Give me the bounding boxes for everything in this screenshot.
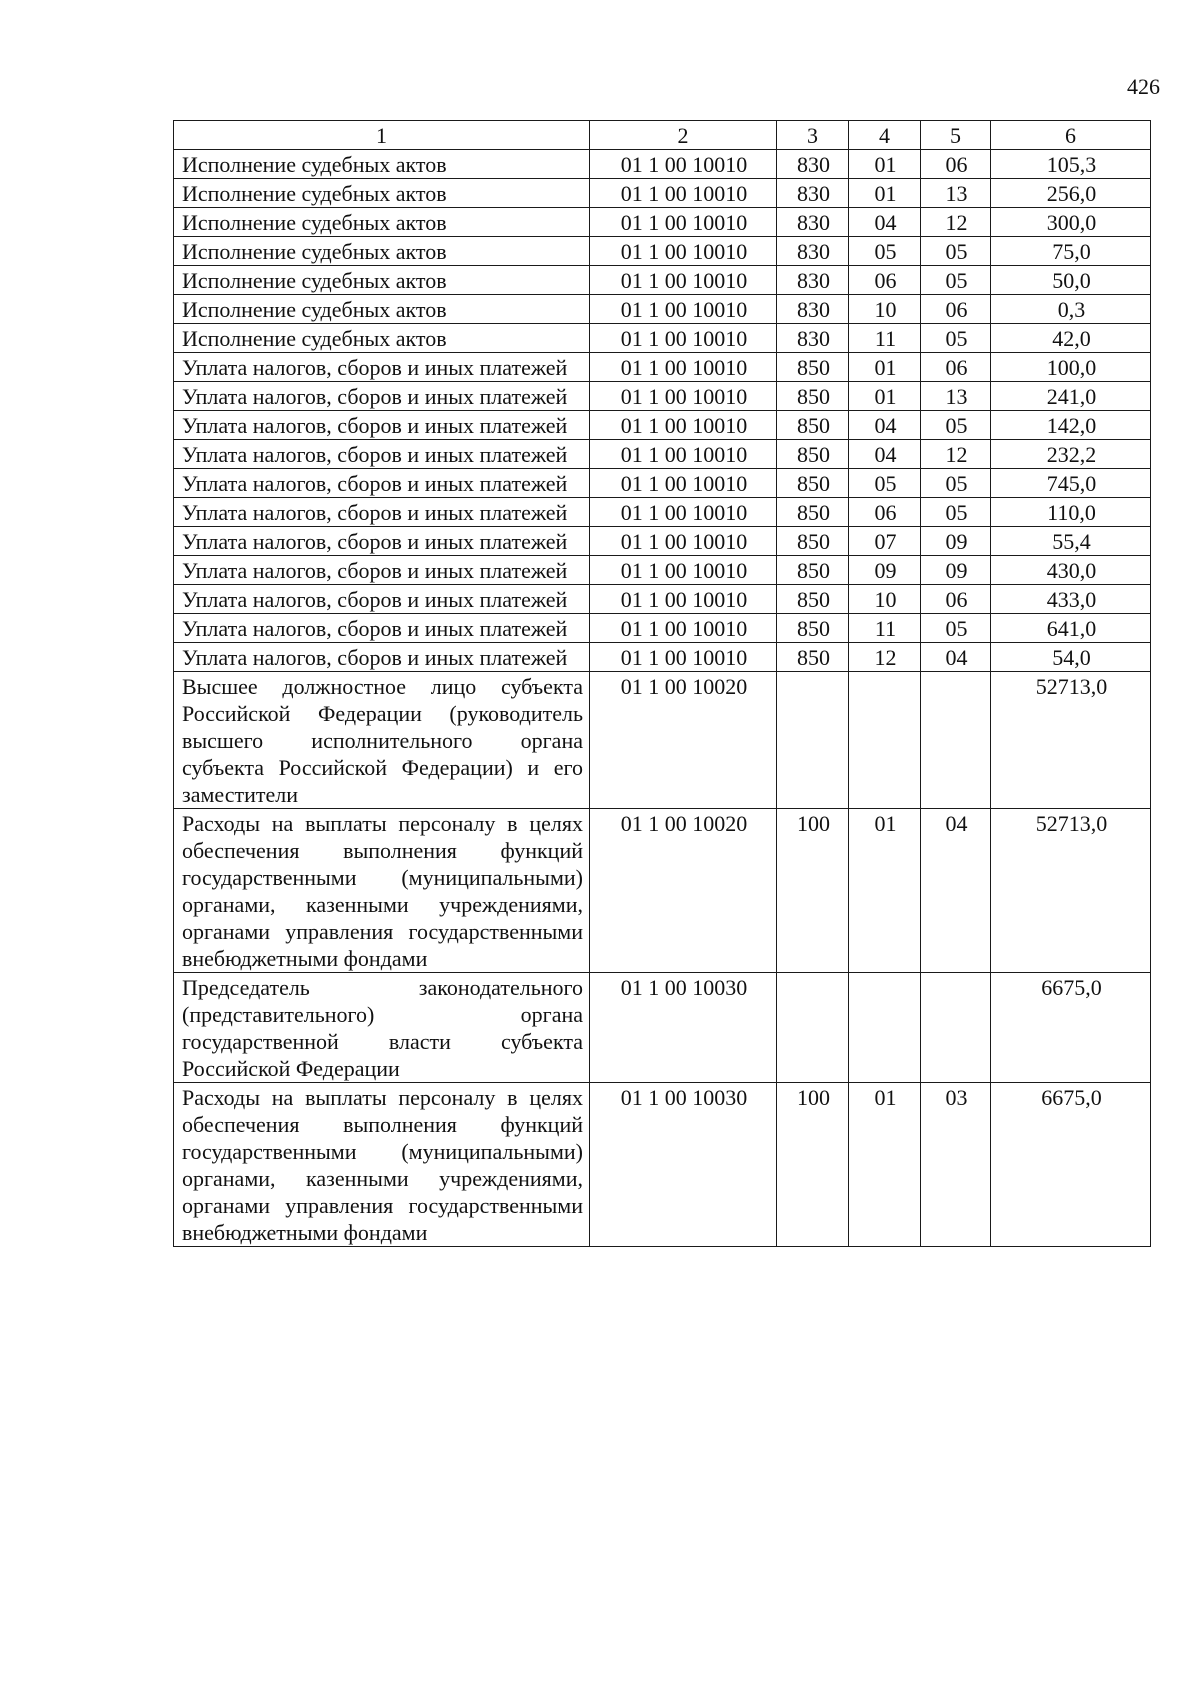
row-name-cell: Уплата налогов, сборов и иных платежей <box>174 353 590 382</box>
row-col3-cell: 850 <box>777 498 849 527</box>
row-code-cell: 01 1 00 10020 <box>590 809 777 973</box>
row-name-cell: Уплата налогов, сборов и иных платежей <box>174 585 590 614</box>
row-col3-cell: 850 <box>777 382 849 411</box>
table-row <box>174 324 1151 353</box>
table-row <box>174 1083 1151 1247</box>
row-col5-cell: 05 <box>921 469 991 498</box>
row-col5-cell: 12 <box>921 208 991 237</box>
row-col5-cell: 05 <box>921 266 991 295</box>
table-row <box>174 643 1151 672</box>
table-body <box>174 150 1151 1247</box>
row-amount-cell: 75,0 <box>991 237 1151 266</box>
row-col4-cell: 01 <box>849 1083 921 1247</box>
row-col3-cell: 100 <box>777 1083 849 1247</box>
budget-table <box>173 120 1151 1247</box>
row-code-cell: 01 1 00 10010 <box>590 295 777 324</box>
row-col5-cell: 03 <box>921 1083 991 1247</box>
table-row <box>174 672 1151 809</box>
row-code-cell: 01 1 00 10010 <box>590 585 777 614</box>
row-col4-cell: 09 <box>849 556 921 585</box>
row-col4-cell: 01 <box>849 382 921 411</box>
row-code-cell: 01 1 00 10010 <box>590 324 777 353</box>
row-name-cell: Уплата налогов, сборов и иных платежей <box>174 614 590 643</box>
row-col5-cell: 05 <box>921 411 991 440</box>
row-col4-cell: 04 <box>849 411 921 440</box>
row-amount-cell: 433,0 <box>991 585 1151 614</box>
row-col4-cell: 05 <box>849 237 921 266</box>
row-col3-cell <box>777 672 849 809</box>
table-row <box>174 614 1151 643</box>
row-col4-cell: 10 <box>849 295 921 324</box>
row-col4-cell: 11 <box>849 614 921 643</box>
row-col3-cell: 830 <box>777 324 849 353</box>
row-col4-cell: 04 <box>849 208 921 237</box>
row-name-cell: Высшее должностное лицо субъекта Российской Федерации (руководитель высшего исполнительного органа субъекта Российской Федерации) и его заместители <box>174 672 590 809</box>
row-code-cell: 01 1 00 10020 <box>590 672 777 809</box>
row-code-cell: 01 1 00 10010 <box>590 469 777 498</box>
header-col-3: 3 <box>777 121 849 150</box>
row-amount-cell: 55,4 <box>991 527 1151 556</box>
row-code-cell: 01 1 00 10010 <box>590 498 777 527</box>
row-amount-cell: 232,2 <box>991 440 1151 469</box>
row-col5-cell: 06 <box>921 585 991 614</box>
row-name-cell: Исполнение судебных актов <box>174 324 590 353</box>
row-name-cell: Уплата налогов, сборов и иных платежей <box>174 498 590 527</box>
table-row <box>174 208 1151 237</box>
row-amount-cell: 0,3 <box>991 295 1151 324</box>
row-amount-cell: 142,0 <box>991 411 1151 440</box>
row-name-cell: Председатель законодательного (представительного) органа государственной власти субъекта Российской Федерации <box>174 973 590 1083</box>
row-col4-cell: 11 <box>849 324 921 353</box>
row-amount-cell: 52713,0 <box>991 809 1151 973</box>
row-col5-cell: 09 <box>921 556 991 585</box>
row-col5-cell <box>921 973 991 1083</box>
row-amount-cell: 745,0 <box>991 469 1151 498</box>
row-amount-cell: 6675,0 <box>991 973 1151 1083</box>
row-code-cell: 01 1 00 10010 <box>590 440 777 469</box>
row-name-cell: Расходы на выплаты персоналу в целях обеспечения выполнения функций государственными (муниципальными) органами, казенными учреждениями, органами управления государственными внебюджетными фондами <box>174 1083 590 1247</box>
row-col4-cell: 01 <box>849 179 921 208</box>
row-col3-cell: 830 <box>777 179 849 208</box>
row-code-cell: 01 1 00 10010 <box>590 179 777 208</box>
row-col4-cell: 01 <box>849 353 921 382</box>
row-amount-cell: 430,0 <box>991 556 1151 585</box>
row-col3-cell: 830 <box>777 150 849 179</box>
table-row <box>174 973 1151 1083</box>
header-col-5: 5 <box>921 121 991 150</box>
row-col3-cell: 830 <box>777 237 849 266</box>
row-name-cell: Уплата налогов, сборов и иных платежей <box>174 411 590 440</box>
table-row <box>174 150 1151 179</box>
row-code-cell: 01 1 00 10010 <box>590 556 777 585</box>
row-col4-cell: 12 <box>849 643 921 672</box>
row-amount-cell: 256,0 <box>991 179 1151 208</box>
table-row <box>174 353 1151 382</box>
row-col3-cell: 100 <box>777 809 849 973</box>
row-amount-cell: 6675,0 <box>991 1083 1151 1247</box>
table-row <box>174 266 1151 295</box>
row-col3-cell: 850 <box>777 556 849 585</box>
row-amount-cell: 52713,0 <box>991 672 1151 809</box>
row-col4-cell: 07 <box>849 527 921 556</box>
row-col3-cell: 850 <box>777 440 849 469</box>
row-name-cell: Уплата налогов, сборов и иных платежей <box>174 527 590 556</box>
row-col5-cell: 06 <box>921 150 991 179</box>
row-col4-cell: 06 <box>849 266 921 295</box>
row-code-cell: 01 1 00 10010 <box>590 411 777 440</box>
row-amount-cell: 42,0 <box>991 324 1151 353</box>
row-code-cell: 01 1 00 10010 <box>590 614 777 643</box>
row-col3-cell: 830 <box>777 266 849 295</box>
row-col5-cell: 09 <box>921 527 991 556</box>
row-col5-cell: 05 <box>921 237 991 266</box>
row-col4-cell: 05 <box>849 469 921 498</box>
row-col5-cell: 06 <box>921 295 991 324</box>
row-col3-cell: 850 <box>777 585 849 614</box>
row-col5-cell: 04 <box>921 809 991 973</box>
table-row <box>174 556 1151 585</box>
row-name-cell: Исполнение судебных актов <box>174 150 590 179</box>
row-name-cell: Исполнение судебных актов <box>174 266 590 295</box>
header-col-6: 6 <box>991 121 1151 150</box>
row-name-cell: Исполнение судебных актов <box>174 208 590 237</box>
table-row <box>174 295 1151 324</box>
row-code-cell: 01 1 00 10010 <box>590 237 777 266</box>
row-col3-cell: 850 <box>777 469 849 498</box>
row-col4-cell: 01 <box>849 809 921 973</box>
row-col4-cell: 10 <box>849 585 921 614</box>
row-col3-cell: 850 <box>777 353 849 382</box>
table-row <box>174 469 1151 498</box>
row-col4-cell: 04 <box>849 440 921 469</box>
row-col5-cell: 04 <box>921 643 991 672</box>
row-col5-cell: 12 <box>921 440 991 469</box>
row-amount-cell: 54,0 <box>991 643 1151 672</box>
row-col5-cell: 05 <box>921 614 991 643</box>
header-col-4: 4 <box>849 121 921 150</box>
row-code-cell: 01 1 00 10010 <box>590 266 777 295</box>
table-row <box>174 498 1151 527</box>
row-code-cell: 01 1 00 10010 <box>590 643 777 672</box>
row-col3-cell: 850 <box>777 411 849 440</box>
row-col5-cell: 06 <box>921 353 991 382</box>
table-row <box>174 179 1151 208</box>
row-amount-cell: 100,0 <box>991 353 1151 382</box>
row-code-cell: 01 1 00 10010 <box>590 382 777 411</box>
row-amount-cell: 241,0 <box>991 382 1151 411</box>
row-amount-cell: 110,0 <box>991 498 1151 527</box>
row-code-cell: 01 1 00 10030 <box>590 1083 777 1247</box>
row-name-cell: Исполнение судебных актов <box>174 237 590 266</box>
row-col5-cell: 13 <box>921 179 991 208</box>
row-name-cell: Уплата налогов, сборов и иных платежей <box>174 643 590 672</box>
row-code-cell: 01 1 00 10010 <box>590 208 777 237</box>
row-name-cell: Уплата налогов, сборов и иных платежей <box>174 382 590 411</box>
row-col3-cell: 850 <box>777 614 849 643</box>
header-row <box>174 121 1151 150</box>
row-name-cell: Исполнение судебных актов <box>174 295 590 324</box>
table-row <box>174 237 1151 266</box>
header-col-2: 2 <box>590 121 777 150</box>
page-number: 426 <box>1127 74 1160 99</box>
row-code-cell: 01 1 00 10010 <box>590 527 777 556</box>
row-col3-cell: 830 <box>777 295 849 324</box>
row-col5-cell: 05 <box>921 324 991 353</box>
row-amount-cell: 641,0 <box>991 614 1151 643</box>
table-row <box>174 527 1151 556</box>
header-col-1: 1 <box>174 121 590 150</box>
row-amount-cell: 50,0 <box>991 266 1151 295</box>
table-row <box>174 585 1151 614</box>
row-col4-cell <box>849 672 921 809</box>
row-col3-cell: 850 <box>777 527 849 556</box>
row-amount-cell: 105,3 <box>991 150 1151 179</box>
row-name-cell: Уплата налогов, сборов и иных платежей <box>174 469 590 498</box>
row-col3-cell <box>777 973 849 1083</box>
table-row <box>174 440 1151 469</box>
row-code-cell: 01 1 00 10010 <box>590 150 777 179</box>
row-col4-cell: 06 <box>849 498 921 527</box>
row-amount-cell: 300,0 <box>991 208 1151 237</box>
row-col5-cell: 05 <box>921 498 991 527</box>
row-name-cell: Расходы на выплаты персоналу в целях обеспечения выполнения функций государственными (муниципальными) органами, казенными учреждениями, органами управления государственными внебюджетными фондами <box>174 809 590 973</box>
row-name-cell: Уплата налогов, сборов и иных платежей <box>174 440 590 469</box>
table-row <box>174 411 1151 440</box>
row-col3-cell: 850 <box>777 643 849 672</box>
row-col4-cell <box>849 973 921 1083</box>
row-col3-cell: 830 <box>777 208 849 237</box>
row-name-cell: Уплата налогов, сборов и иных платежей <box>174 556 590 585</box>
row-col4-cell: 01 <box>849 150 921 179</box>
table-row <box>174 809 1151 973</box>
row-col5-cell <box>921 672 991 809</box>
row-col5-cell: 13 <box>921 382 991 411</box>
row-code-cell: 01 1 00 10030 <box>590 973 777 1083</box>
table-row <box>174 382 1151 411</box>
row-name-cell: Исполнение судебных актов <box>174 179 590 208</box>
row-code-cell: 01 1 00 10010 <box>590 353 777 382</box>
